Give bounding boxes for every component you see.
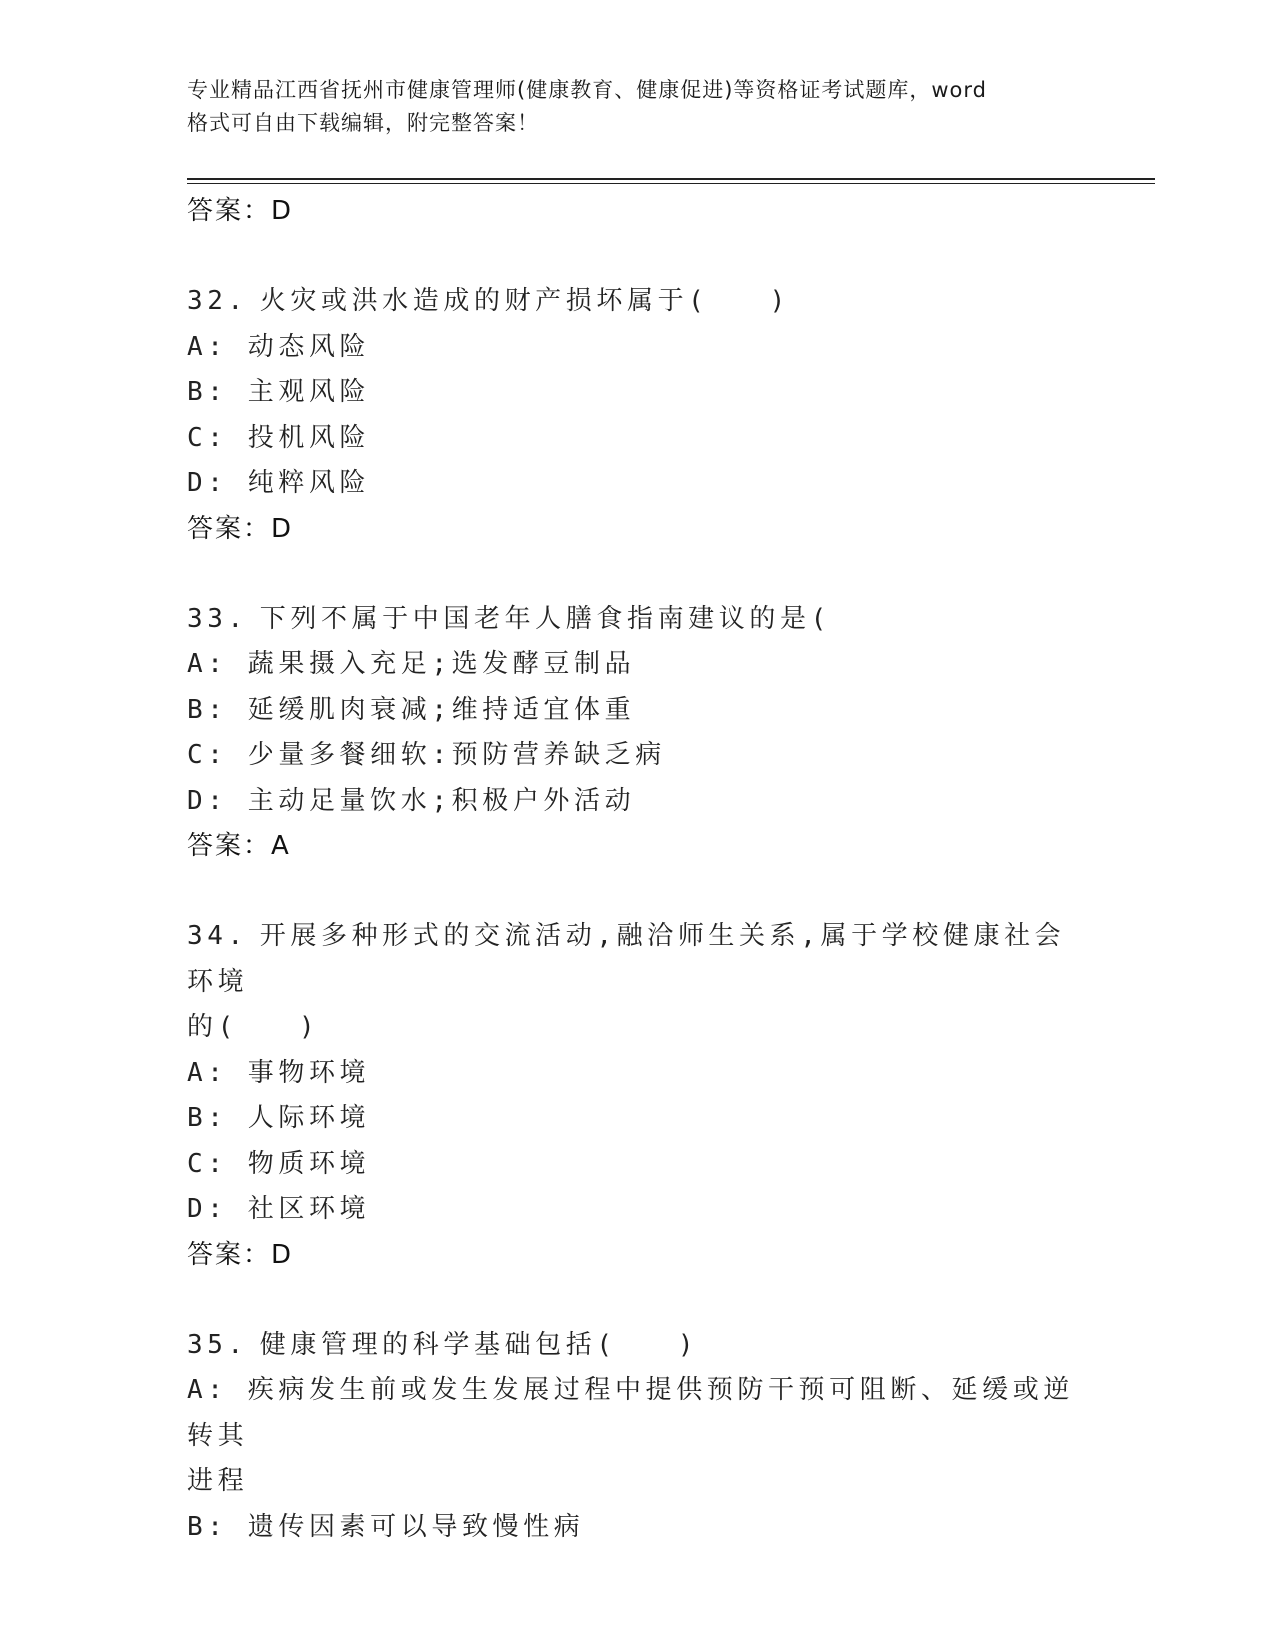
option-b: B: 遗传因素可以导致慢性病 [187, 1511, 585, 1542]
option-a: A: 疾病发生前或发生发展过程中提供预防干预可阻断、延缓或逆转其 [187, 1375, 1074, 1451]
question-number: 35. [187, 1329, 248, 1360]
header-line-2: 格式可自由下载编辑，附完整答案！ [187, 111, 539, 135]
question-stem [187, 279, 1087, 325]
header-rule-thick [187, 178, 1155, 180]
header-rule-thin [187, 183, 1155, 184]
answer-line: 答案：D [187, 196, 294, 226]
question-text: 下列不属于中国老年人膳食指南建议的是( [259, 603, 831, 634]
option-b: B: 主观风险 [187, 377, 371, 407]
question-33 [187, 597, 1087, 870]
option-c: C: 投机风险 [187, 422, 371, 453]
question-32 [187, 279, 1087, 552]
option-c: C: 少量多餐细软:预防营养缺乏病 [187, 740, 666, 770]
option-c: C: 物质环境 [187, 1148, 371, 1179]
question-stem [187, 1323, 1087, 1369]
answer-line: 答案：D [187, 1239, 294, 1270]
header-line-1: 专业精品江西省抚州市健康管理师(健康教育、健康促进)等资格证考试题库，word [187, 78, 988, 102]
question-number: 32. [187, 286, 248, 316]
question-stem [187, 914, 1087, 1005]
answer-line: 答案：D [187, 513, 294, 544]
option-d: D: 纯粹风险 [187, 468, 371, 498]
option-b: B: 人际环境 [187, 1103, 371, 1133]
question-35 [187, 1323, 1087, 1551]
option-a: A: 蔬果摄入充足;选发酵豆制品 [187, 649, 636, 679]
question-text: 健康管理的科学基础包括( ) [259, 1329, 699, 1360]
question-number: 34. [187, 921, 248, 951]
document-header [187, 74, 1087, 140]
option-d: D: 社区环境 [187, 1194, 371, 1224]
question-34 [187, 914, 1087, 1278]
question-text: 开展多种形式的交流活动,融洽师生关系,属于学校健康社会环境 [187, 921, 1066, 997]
answer-line: 答案：A [187, 831, 291, 861]
question-list [187, 279, 1087, 1595]
option-a: A: 动态风险 [187, 331, 371, 362]
question-stem-continued: 的( ) [187, 1012, 320, 1042]
option-a: A: 事物环境 [187, 1057, 371, 1088]
question-stem [187, 597, 1087, 643]
option-a-continued: 进程 [187, 1466, 249, 1496]
option-b: B: 延缓肌肉衰减;维持适宜体重 [187, 694, 636, 725]
question-number: 33. [187, 603, 248, 634]
question-text: 火灾或洪水造成的财产损坏属于( ) [259, 286, 790, 316]
option-d: D: 主动足量饮水;积极户外活动 [187, 785, 636, 816]
